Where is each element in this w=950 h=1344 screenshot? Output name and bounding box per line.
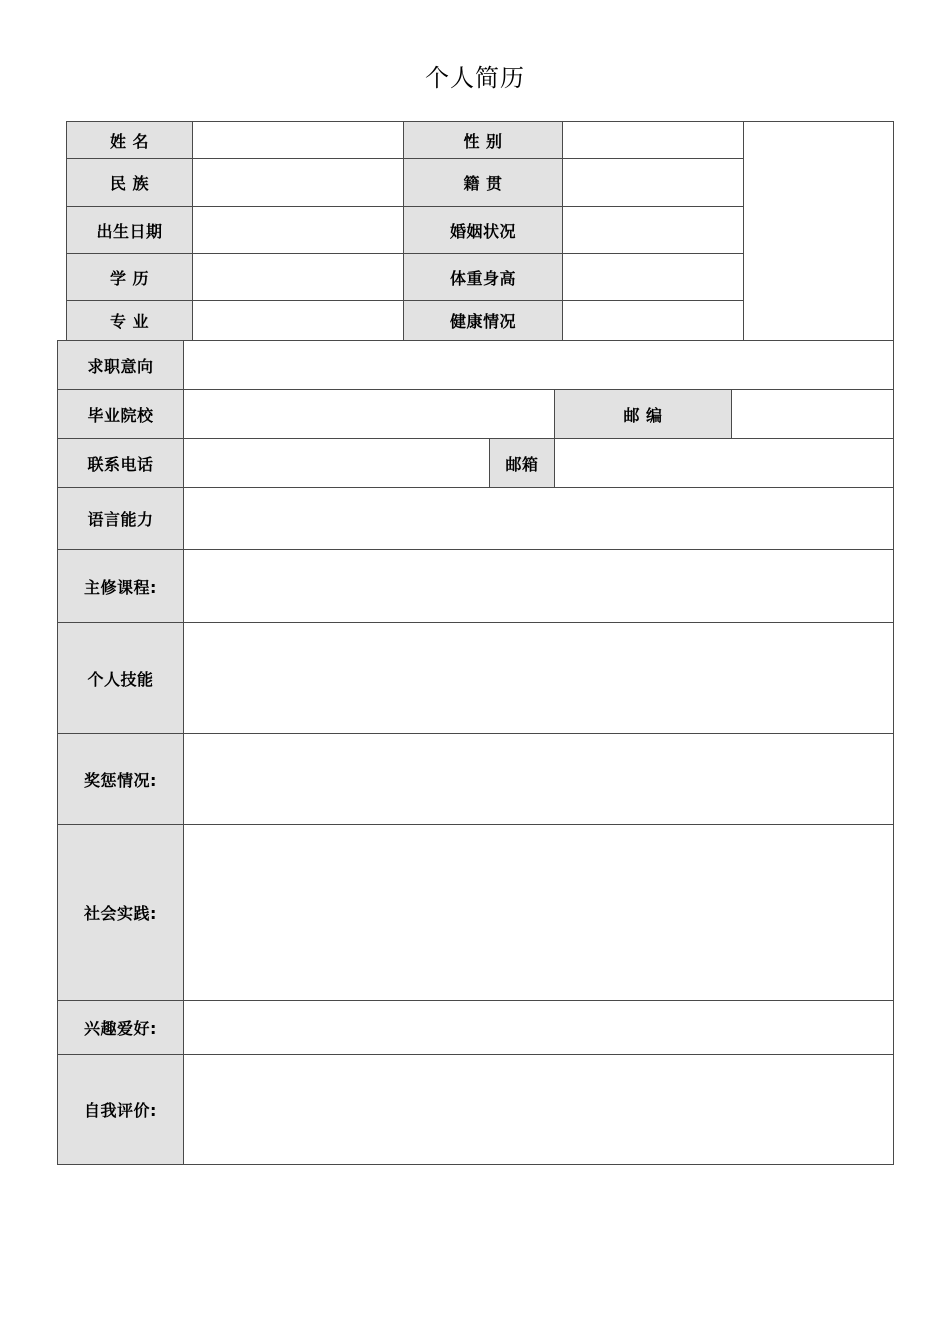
major-label: 专 业	[109, 312, 150, 331]
social-practice-label: 社会实践:	[84, 904, 157, 923]
courses-label-cell	[57, 549, 184, 623]
education-label-cell	[66, 253, 193, 301]
health-label-cell	[403, 300, 563, 341]
height-weight-field[interactable]	[562, 253, 744, 301]
awards-field[interactable]	[183, 733, 894, 825]
birth-date-label-cell	[66, 206, 193, 254]
native-place-field[interactable]	[562, 158, 744, 207]
birth-date-field[interactable]	[192, 206, 404, 254]
gender-label-cell	[403, 121, 563, 159]
hobbies-field[interactable]	[183, 1000, 894, 1055]
courses-field[interactable]	[183, 549, 894, 623]
graduate-school-label: 毕业院校	[87, 405, 154, 425]
major-label-cell	[66, 300, 193, 341]
skills-label-cell	[57, 622, 184, 734]
education-label: 学 历	[109, 268, 150, 288]
email-field[interactable]	[554, 438, 894, 488]
language-label-cell	[57, 487, 184, 550]
ethnicity-field[interactable]	[192, 158, 404, 207]
phone-label-cell	[57, 438, 184, 488]
marital-status-label: 婚姻状况	[449, 221, 516, 241]
name-label-cell	[66, 121, 193, 159]
courses-label: 主修课程:	[84, 577, 157, 597]
self-evaluation-field[interactable]	[183, 1054, 894, 1165]
social-practice-label-cell	[57, 824, 184, 1001]
height-weight-label: 体重身高	[449, 268, 516, 288]
health-field[interactable]	[562, 300, 744, 341]
marital-status-label-cell	[403, 206, 563, 254]
gender-field[interactable]	[562, 121, 744, 159]
birth-date-label: 出生日期	[96, 221, 163, 241]
job-intention-field[interactable]	[183, 340, 894, 390]
education-field[interactable]	[192, 253, 404, 301]
native-place-label-cell	[403, 158, 563, 207]
native-place-label: 籍 贯	[463, 174, 503, 193]
gender-label: 性 别	[463, 131, 503, 151]
self-evaluation-label: 自我评价:	[84, 1101, 157, 1120]
postcode-field[interactable]	[731, 389, 894, 439]
name-label: 姓 名	[109, 131, 150, 151]
marital-status-field[interactable]	[562, 206, 744, 254]
skills-label: 个人技能	[87, 669, 154, 689]
awards-label-cell	[57, 733, 184, 825]
page-title: 个人简历	[425, 64, 525, 92]
email-label: 邮箱	[505, 454, 539, 474]
health-label: 健康情况	[449, 312, 516, 331]
self-evaluation-label-cell	[57, 1054, 184, 1165]
social-practice-field[interactable]	[183, 824, 894, 1001]
job-intention-label: 求职意向	[87, 356, 154, 376]
major-field[interactable]	[192, 300, 404, 341]
graduate-school-label-cell	[57, 389, 184, 439]
photo-box[interactable]	[743, 121, 894, 341]
hobbies-label: 兴趣爱好:	[84, 1019, 157, 1038]
phone-label: 联系电话	[87, 454, 154, 474]
language-label: 语言能力	[87, 510, 154, 529]
height-weight-label-cell	[403, 253, 563, 301]
skills-field[interactable]	[183, 622, 894, 734]
phone-field[interactable]	[183, 438, 490, 488]
email-label-cell	[489, 438, 555, 488]
hobbies-label-cell	[57, 1000, 184, 1055]
graduate-school-field[interactable]	[183, 389, 555, 439]
name-field[interactable]	[192, 121, 404, 159]
awards-label: 奖惩情况:	[84, 770, 157, 790]
postcode-label: 邮 编	[623, 405, 663, 425]
job-intention-label-cell	[57, 340, 184, 390]
postcode-label-cell	[554, 389, 732, 439]
ethnicity-label-cell	[66, 158, 193, 207]
ethnicity-label: 民 族	[109, 174, 150, 193]
language-field[interactable]	[183, 487, 894, 550]
